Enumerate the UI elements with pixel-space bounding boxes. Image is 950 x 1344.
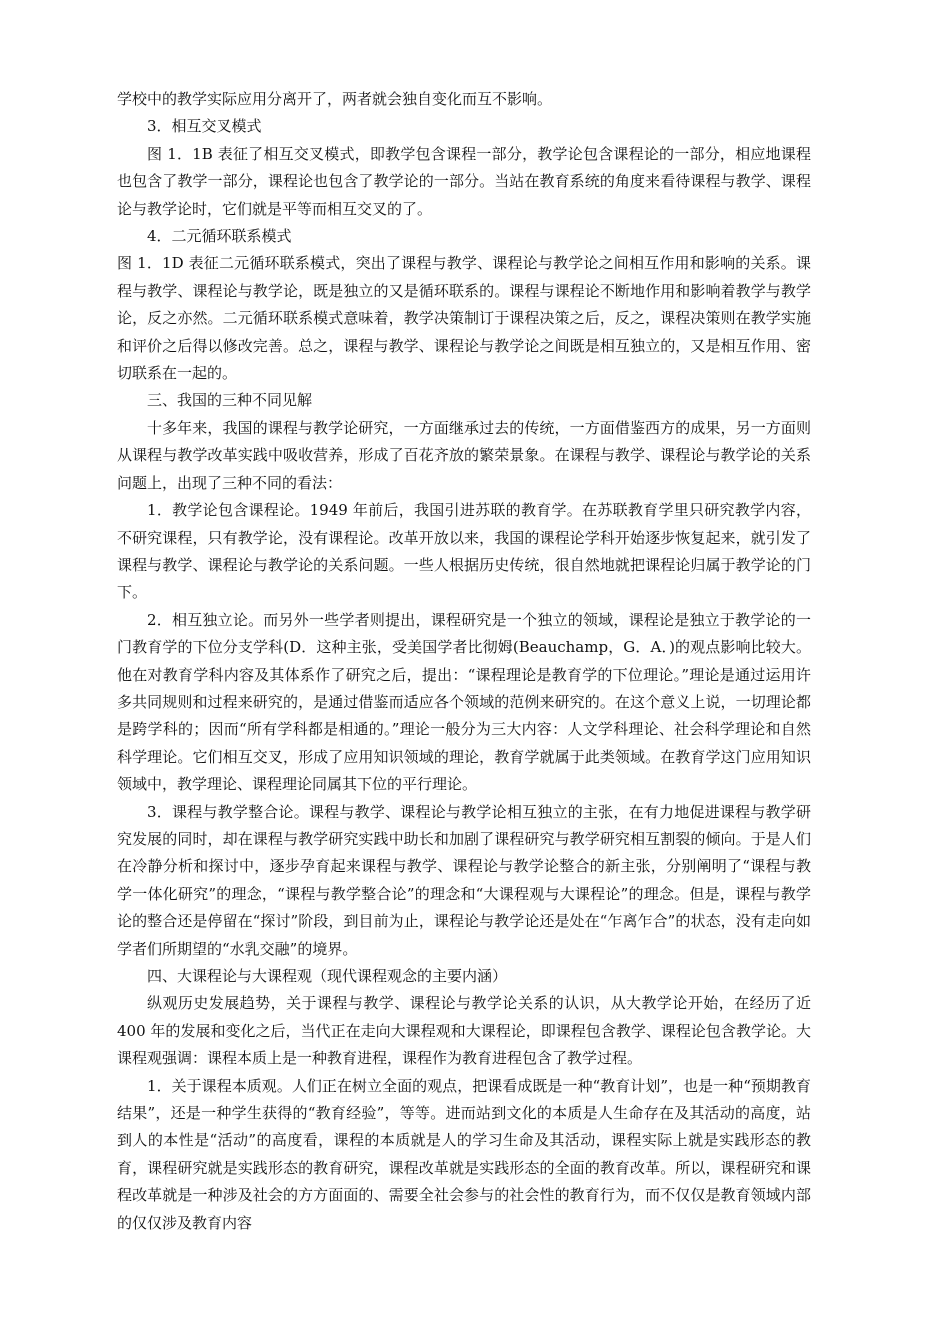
document-body — [117, 86, 811, 1237]
paragraph: 2．相互独立论。而另外一些学者则提出，课程研究是一个独立的领域，课程论是独立于教学论的一门教育学的下位分支学科(D．这种主张，受美国学者比彻姆(Beauchamp，G．A．)的观点影响比较大。他在对教育学科内容及其体系作了研究之后，提出：“课程理论是教育学的下位理论。”理论是通过运用许多共同规则和过程来研究的，是通过借鉴而适应各个领域的范例来研究的。在这个意义上说，一切理论都是跨学科的；因而“所有学科都是相通的。”理论一般分为三大内容：人文学科理论、社会科学理论和自然科学理论。它们相互交叉，形成了应用知识领域的理论，教育学就属于此类领域。在教育学这门应用知识领域中，教学理论、课程理论同属其下位的平行理论。 — [117, 610, 811, 794]
section-heading: 3．相互交叉模式 — [147, 117, 262, 136]
paragraph: 1．关于课程本质观。人们正在树立全面的观点，把课看成既是一种“教育计划”，也是一种“预期教育结果”，还是一种学生获得的“教育经验”，等等。进而站到文化的本质是人生命存在及其活动的高度，站到人的本性是“活动”的高度看，课程的本质就是人的学习生命及其活动，课程实际上就是实践形态的教育，课程研究就是实践形态的教育研究，课程改革就是实践形态的全面的教育改革。所以，课程研究和课程改革就是一种涉及社会的方方面面的、需要全社会参与的社会性的教育行为，而不仅仅是教育领域内部的仅仅涉及教育内容 — [117, 1076, 811, 1232]
paragraph: 3．课程与教学整合论。课程与教学、课程论与教学论相互独立的主张，在有力地促进课程与教学研究发展的同时，却在课程与教学研究实践中助长和加剧了课程研究与教学研究相互割裂的倾向。于是人们在冷静分析和探讨中，逐步孕育起来课程与教学、课程论与教学论整合的新主张，分别阐明了“课程与教学一体化研究”的理念，“课程与教学整合论”的理念和“大课程观与大课程论”的理念。但是，课程与教学论的整合还是停留在“探讨”阶段，到目前为止，课程论与教学论还是处在“乍离乍合”的状态，没有走向如学者们所期望的“水乳交融”的境界。 — [117, 802, 811, 958]
paragraph: 学校中的教学实际应用分离开了，两者就会独自变化而互不影响。 — [117, 90, 553, 108]
section-heading: 三、我国的三种不同见解 — [147, 391, 313, 410]
paragraph: 图 1．1B 表征了相互交叉模式，即教学包含课程一部分，教学论包含课程论的一部分，相应地课程也包含了教学一部分，课程论也包含了教学论的一部分。当站在教育系统的角度来看待课程与教学、课程论与教学论时，它们就是平等而相互交叉的了。 — [117, 144, 811, 218]
paragraph: 1．教学论包含课程论。1949 年前后，我国引进苏联的教育学。在苏联教育学里只研究教学内容，不研究课程，只有教学论，没有课程论。改革开放以来，我国的课程论学科开始逐步恢复起来，就引发了课程与教学、课程论与教学论的关系问题。一些人根据历史传统，很自然地就把课程论归属于教学论的门下。 — [117, 501, 811, 602]
paragraph: 图 1．1D 表征二元循环联系模式，突出了课程与教学、课程论与教学论之间相互作用和影响的关系。课程与教学、课程论与教学论，既是独立的又是循环联系的。课程与课程论不断地作用和影响着教学与教学论，反之亦然。二元循环联系模式意味着，教学决策制订于课程决策之后，反之，课程决策则在教学实施和评价之后得以修改完善。总之，课程与教学、课程论与教学论之间既是相互独立的，又是相互作用、密切联系在一起的。 — [117, 254, 811, 383]
section-heading: 四、大课程论与大课程观（现代课程观念的主要内涵） — [147, 967, 508, 985]
section-heading: 4．二元循环联系模式 — [147, 227, 292, 246]
paragraph: 纵观历史发展趋势，关于课程与教学、课程论与教学论关系的认识，从大教学论开始，在经历了近 400 年的发展和变化之后，当代正在走向大课程观和大课程论，即课程包含教学、课程论包含教学论。大课程观强调：课程本质上是一种教育进程，课程作为教育进程包含了教学过程。 — [117, 994, 811, 1068]
paragraph: 十多年来，我国的课程与教学论研究，一方面继承过去的传统，一方面借鉴西方的成果，另一方面则从课程与教学改革实践中吸收营养，形成了百花齐放的繁荣景象。在课程与教学、课程论与教学论的关系问题上，出现了三种不同的看法： — [117, 418, 811, 492]
